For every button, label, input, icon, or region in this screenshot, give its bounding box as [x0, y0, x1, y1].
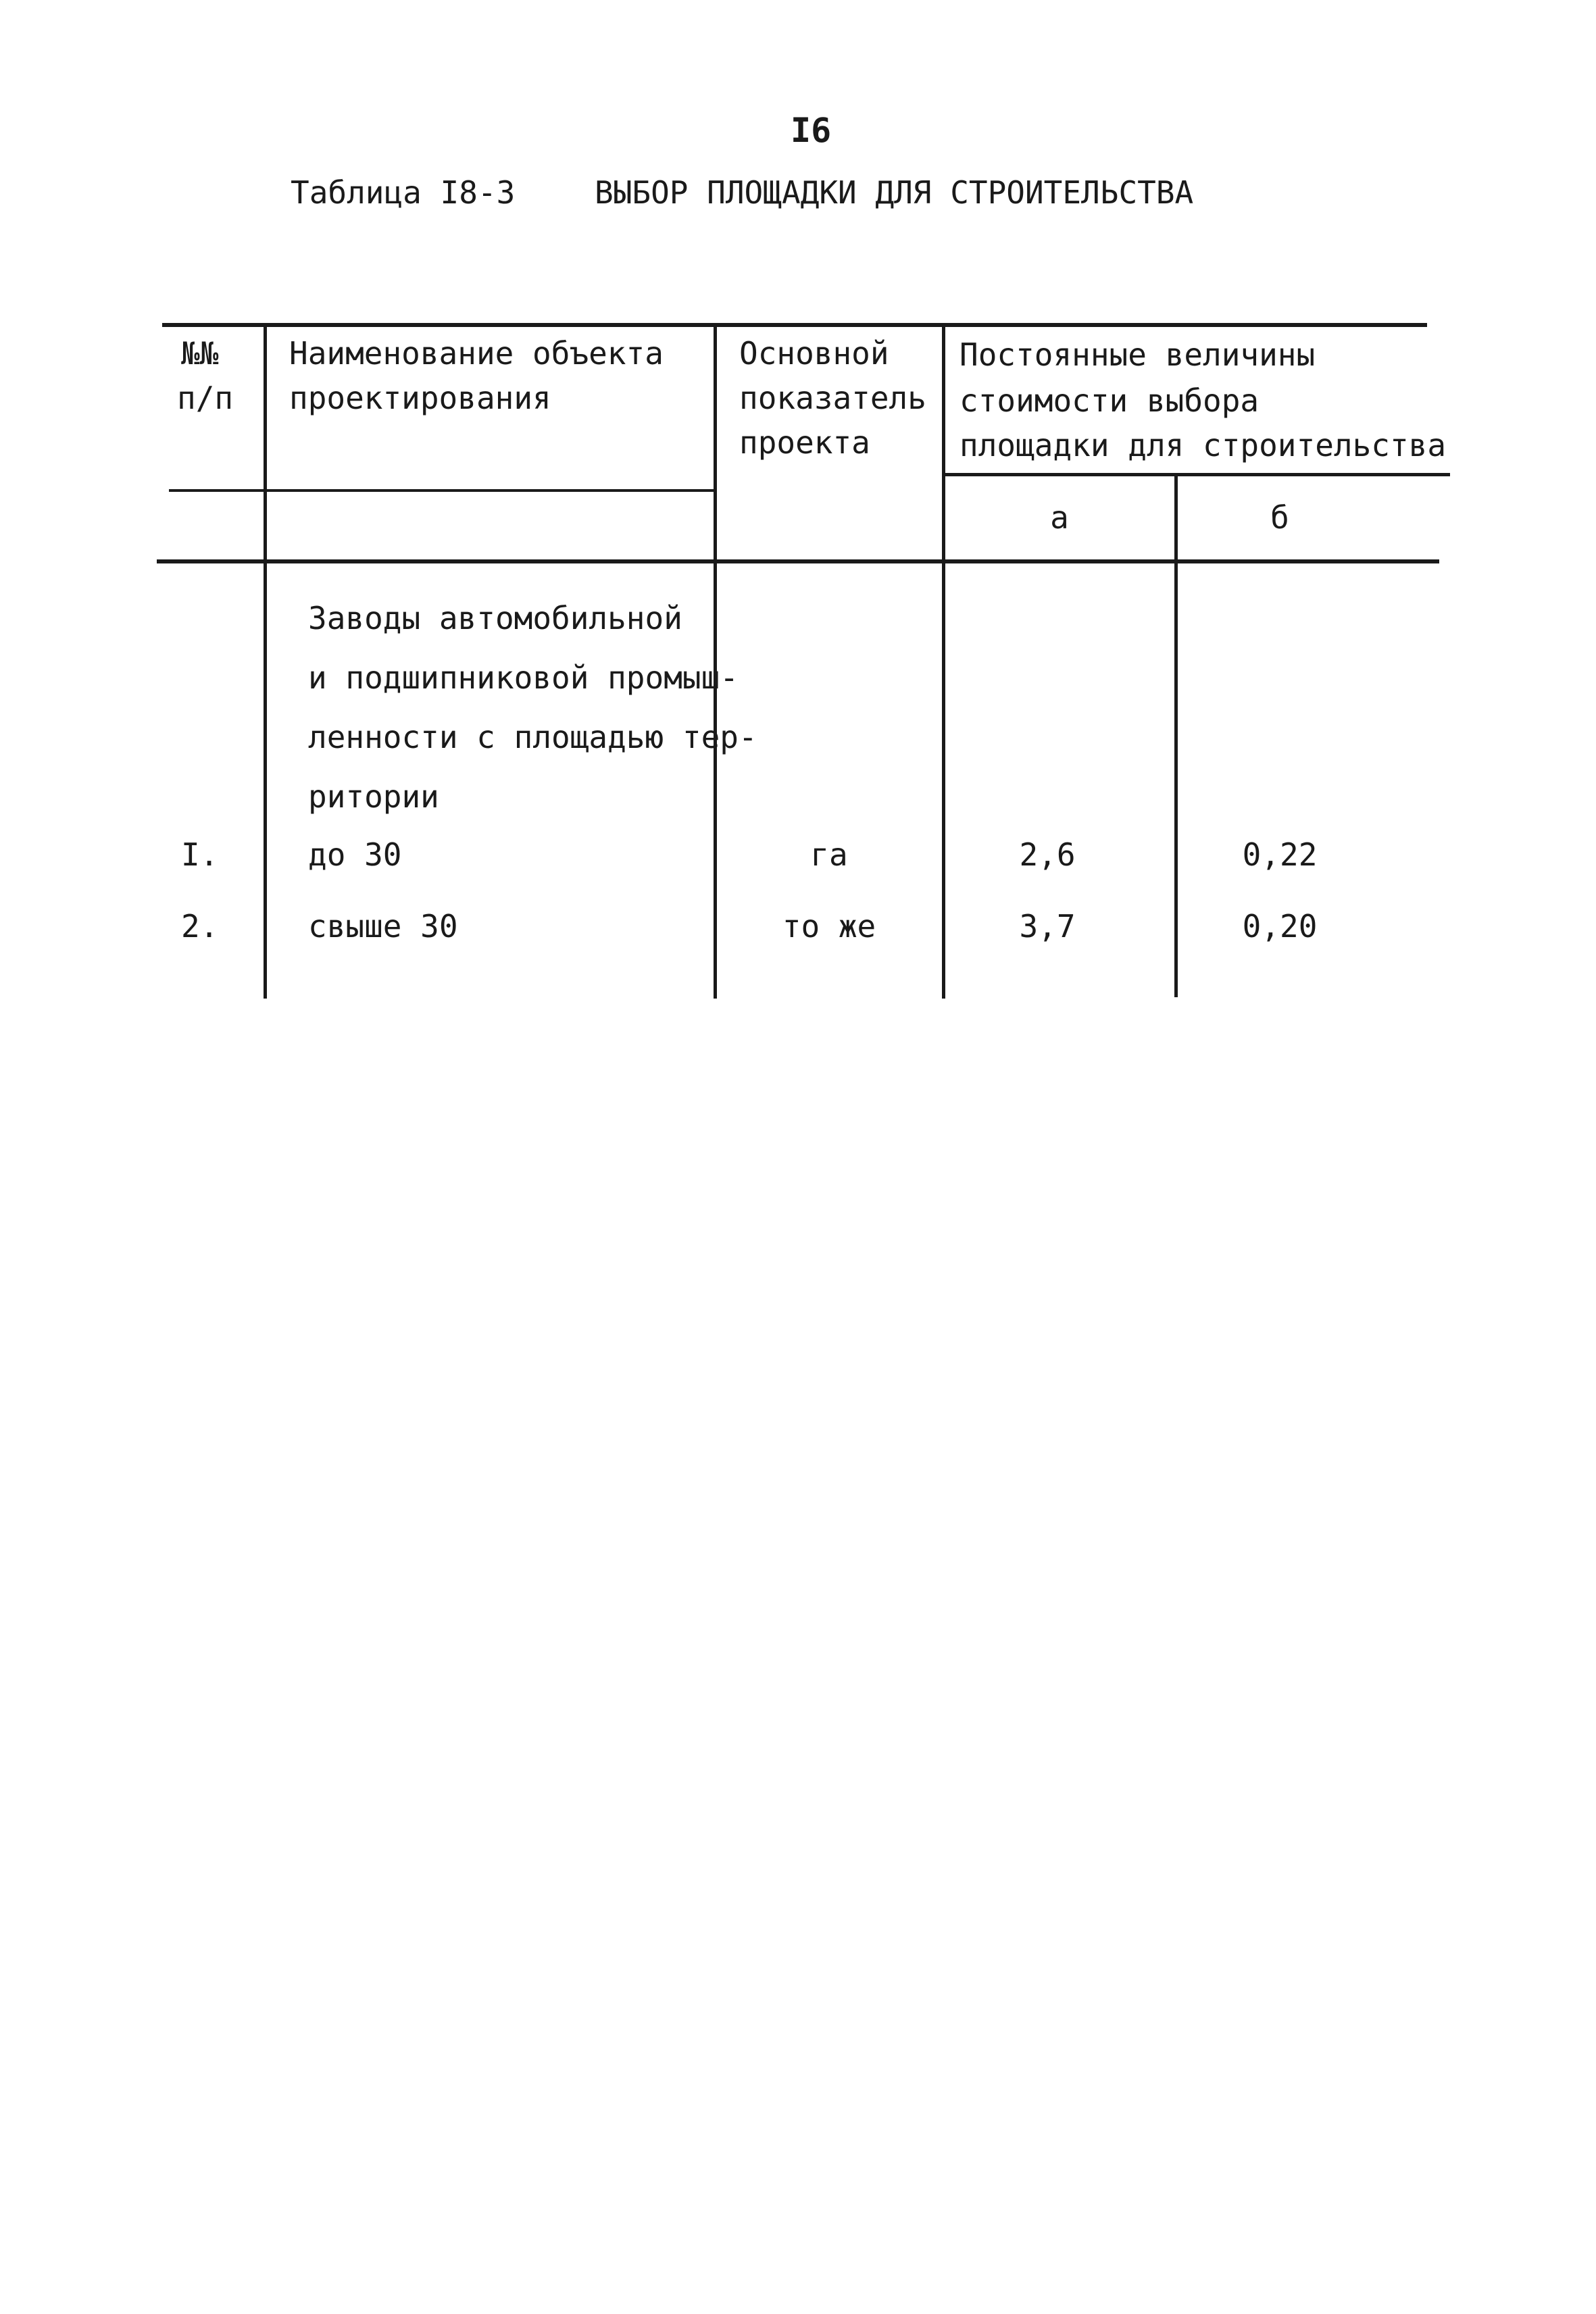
row-num: I. [181, 836, 219, 873]
col-divider-1 [264, 323, 267, 999]
header-num-line2: п/п [177, 380, 234, 416]
header-constants-line3: площадки для строительства [959, 427, 1447, 463]
table-label: Таблица I8-3 [291, 174, 516, 211]
row-value-b: 0,22 [1242, 836, 1318, 873]
group-title-line1: Заводы автомобильной [308, 600, 682, 636]
row-num: 2. [181, 908, 219, 945]
header-indicator-line1: Основной [739, 335, 889, 372]
group-title-line4: ритории [308, 778, 439, 815]
row-name: свыше 30 [308, 908, 458, 945]
header-sub-b: б [1270, 499, 1289, 536]
row-value-b: 0,20 [1242, 908, 1318, 945]
header-constants-line2: стоимости выбора [959, 382, 1260, 419]
group-title-line2: и подшипниковой промыш- [308, 659, 739, 696]
header-indicator-line2: показатель [739, 380, 926, 416]
col-divider-4 [1174, 473, 1178, 997]
header-separator-left [169, 489, 716, 492]
group-title-line3: ленности с площадью тер- [308, 719, 757, 755]
header-sub-a: а [1050, 499, 1069, 536]
page-number: I6 [791, 111, 832, 150]
row-value-a: 2,6 [1019, 836, 1076, 873]
header-separator-constants [943, 473, 1450, 476]
header-indicator-line3: проекта [739, 424, 870, 461]
header-bottom-rule [157, 559, 1439, 563]
header-num-line1: №№ [181, 335, 219, 372]
row-name: до 30 [308, 836, 402, 873]
header-constants-line1: Постоянные величины [959, 336, 1316, 373]
header-name-line1: Наименование объекта [289, 335, 664, 372]
col-divider-3 [942, 323, 945, 999]
row-indicator: га [810, 836, 848, 873]
row-value-a: 3,7 [1019, 908, 1076, 945]
row-indicator: то же [782, 908, 876, 945]
table-title: ВЫБОР ПЛОЩАДКИ ДЛЯ СТРОИТЕЛЬСТВА [595, 174, 1194, 211]
header-name-line2: проектирования [289, 380, 551, 416]
table-top-rule [162, 323, 1427, 327]
